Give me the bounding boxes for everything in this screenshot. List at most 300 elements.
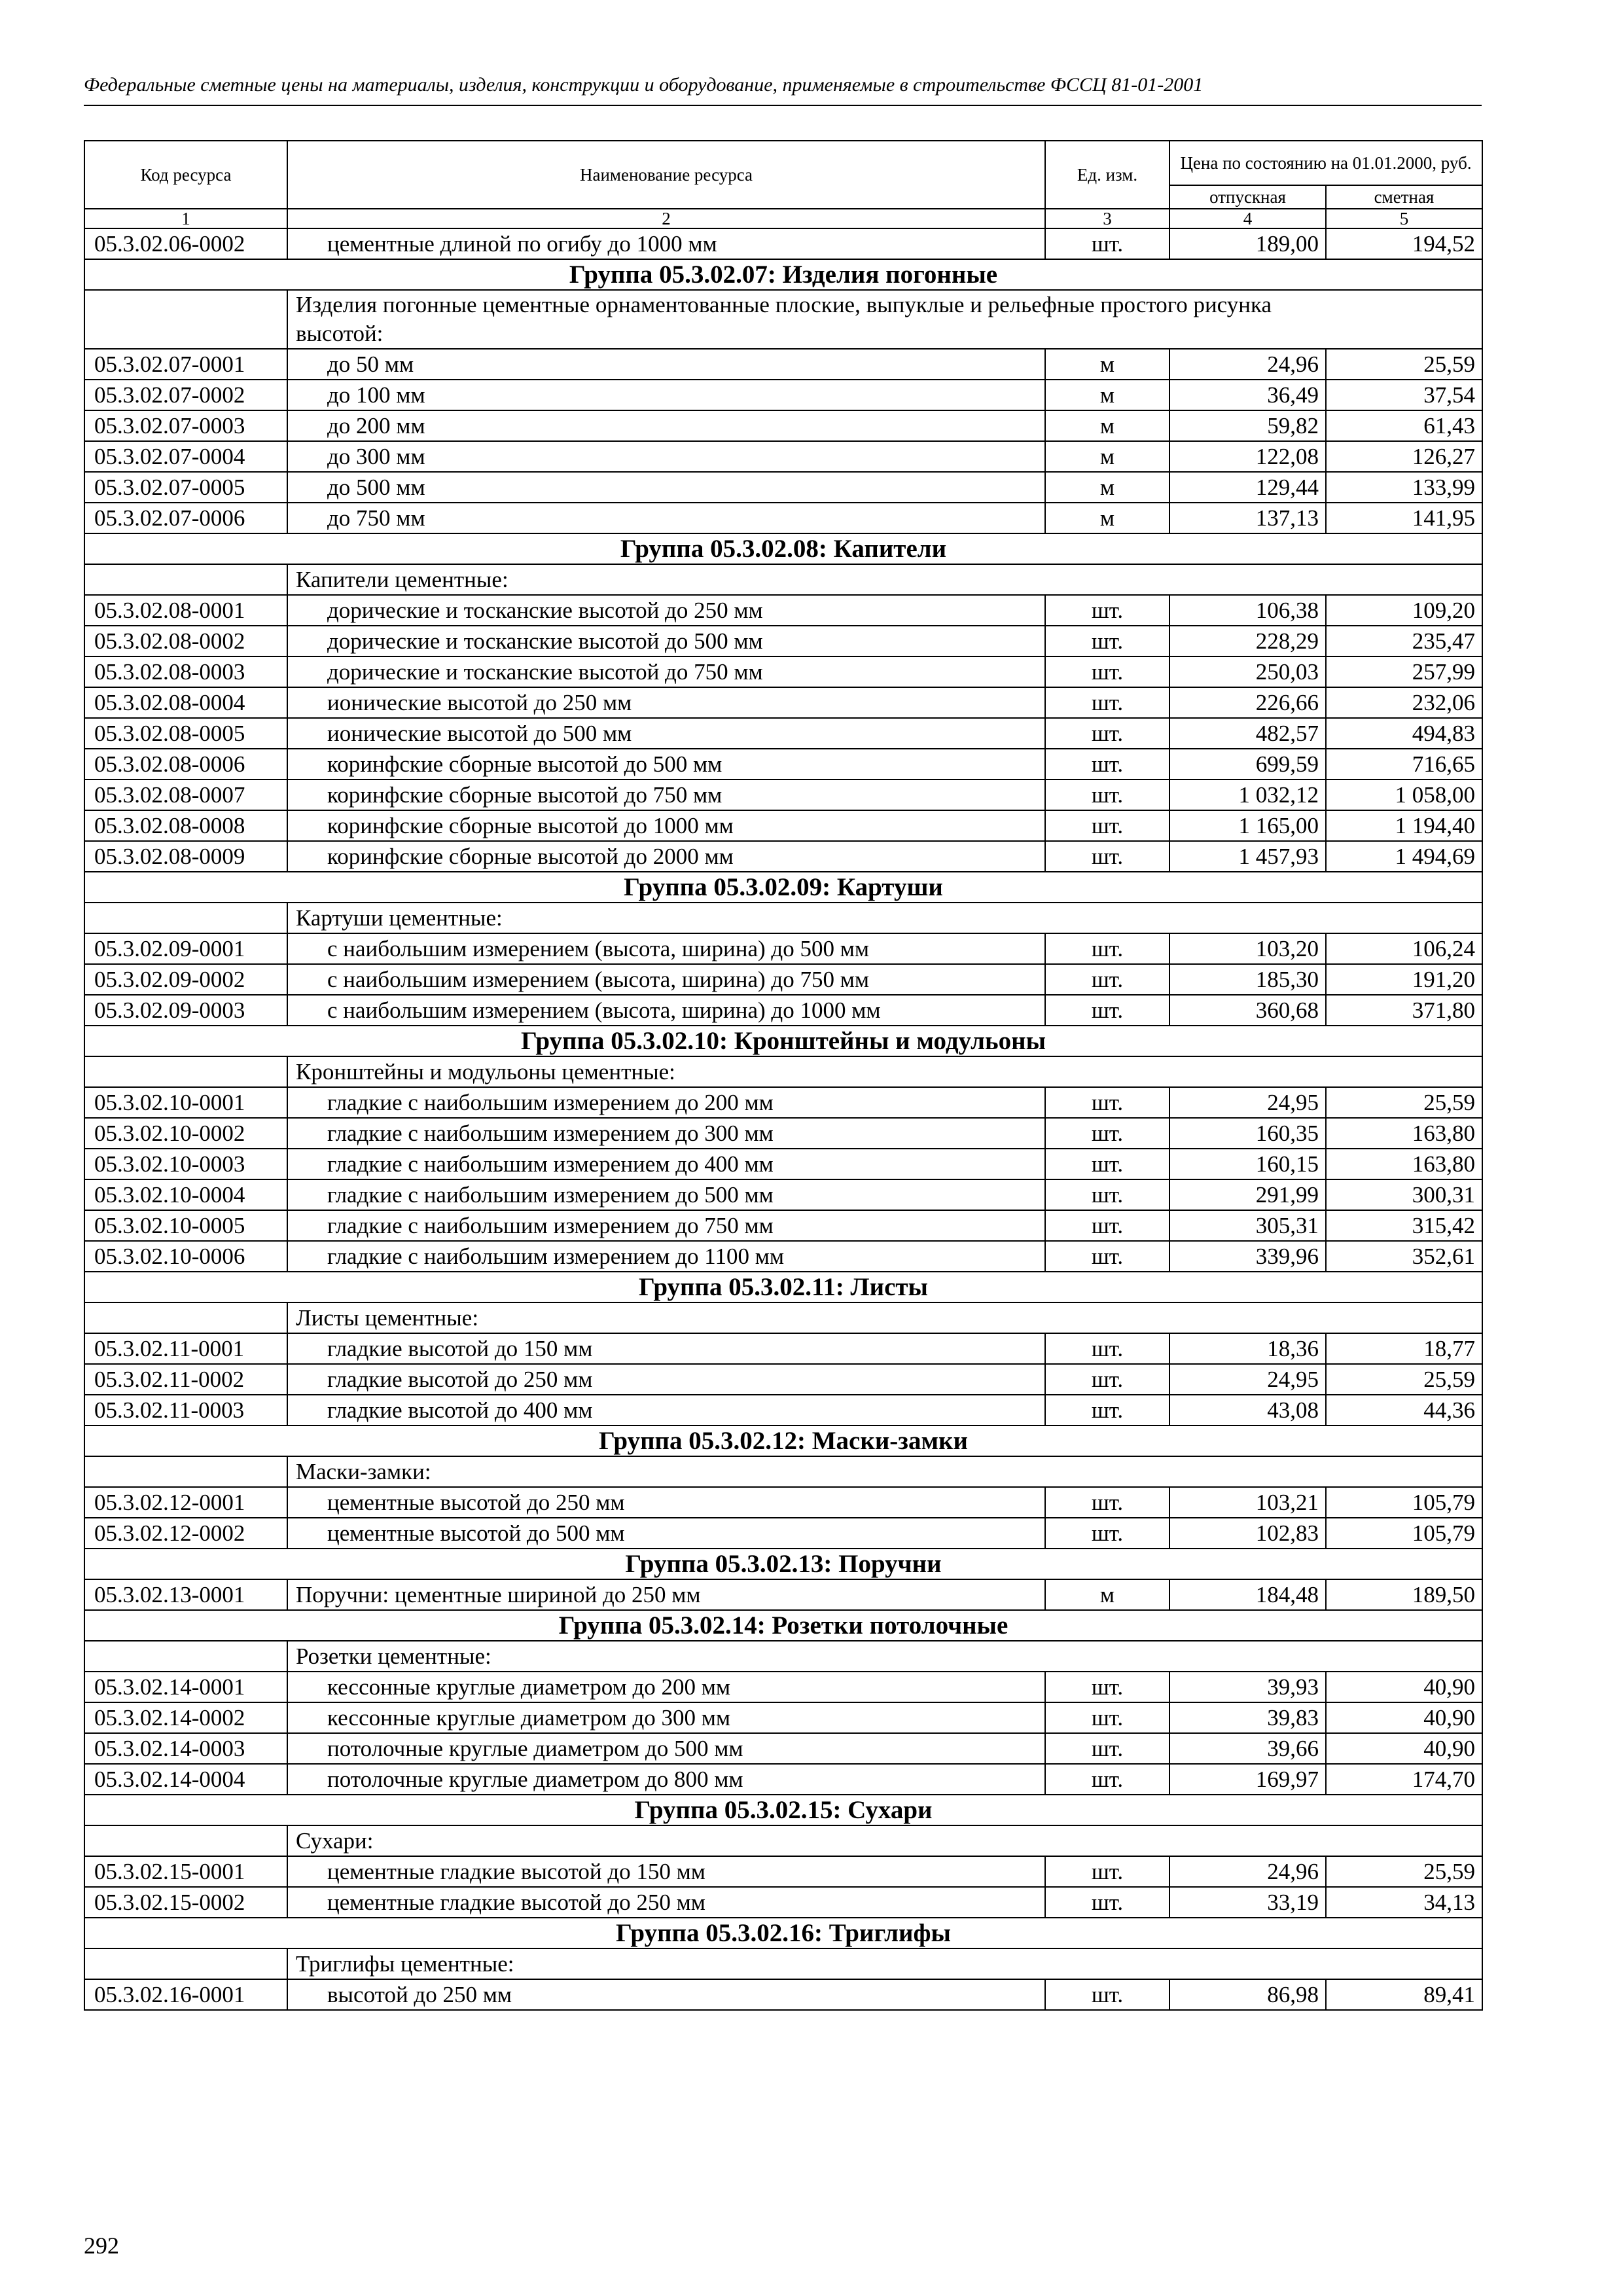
subheader-row [84, 1948, 1482, 1979]
resource-name: гладкие с наибольшим измерением до 200 мм [287, 1087, 1045, 1118]
resource-name: цементные высотой до 250 мм [287, 1487, 1045, 1518]
group-row [84, 1795, 1482, 1825]
resource-unit: шт. [1045, 626, 1169, 656]
subheader-row [84, 1825, 1482, 1856]
subheader-spacer [84, 1302, 287, 1333]
table-row [84, 1333, 1482, 1364]
release-price: 228,29 [1169, 626, 1326, 656]
estimate-price: 315,42 [1326, 1210, 1482, 1241]
resource-name: коринфские сборные высотой до 2000 мм [287, 841, 1045, 872]
resource-unit: шт. [1045, 1179, 1169, 1210]
release-price: 18,36 [1169, 1333, 1326, 1364]
group-title: Группа 05.3.02.09: Картуши [84, 872, 1482, 903]
resource-name: до 500 мм [287, 472, 1045, 503]
resource-name: гладкие с наибольшим измерением до 400 мм [287, 1149, 1045, 1179]
subheader-line: Изделия погонные цементные орнаментованные плоские, выпуклые и рельефные простого рисунка [296, 292, 1272, 317]
subheader-spacer [84, 1641, 287, 1672]
resource-unit: шт. [1045, 749, 1169, 780]
release-price: 86,98 [1169, 1979, 1326, 2010]
subheader-text [287, 903, 1482, 933]
estimate-price: 25,59 [1326, 349, 1482, 380]
estimate-price: 716,65 [1326, 749, 1482, 780]
resource-name: потолочные круглые диаметром до 500 мм [287, 1733, 1045, 1764]
subheader-spacer [84, 290, 287, 349]
resource-unit: м [1045, 410, 1169, 441]
group-title: Группа 05.3.02.16: Триглифы [84, 1918, 1482, 1948]
header-rule [84, 105, 1482, 106]
group-row [84, 533, 1482, 564]
resource-code: 05.3.02.11-0003 [84, 1395, 287, 1426]
column-number: 4 [1169, 209, 1326, 228]
resource-name: цементные гладкие высотой до 150 мм [287, 1856, 1045, 1887]
table-row [84, 1702, 1482, 1733]
resource-unit: шт. [1045, 1733, 1169, 1764]
estimate-price: 105,79 [1326, 1487, 1482, 1518]
table-row [84, 1487, 1482, 1518]
release-price: 129,44 [1169, 472, 1326, 503]
release-price: 226,66 [1169, 687, 1326, 718]
release-price: 291,99 [1169, 1179, 1326, 1210]
release-price: 103,21 [1169, 1487, 1326, 1518]
price-table [84, 140, 1483, 2011]
subheader-text [287, 1056, 1482, 1087]
resource-code: 05.3.02.09-0001 [84, 933, 287, 964]
table-row [84, 1087, 1482, 1118]
resource-unit: шт. [1045, 595, 1169, 626]
group-title: Группа 05.3.02.14: Розетки потолочные [84, 1610, 1482, 1641]
table-row [84, 1518, 1482, 1549]
estimate-price: 174,70 [1326, 1764, 1482, 1795]
estimate-price: 1 058,00 [1326, 780, 1482, 810]
subheader-spacer [84, 1456, 287, 1487]
release-price: 137,13 [1169, 503, 1326, 533]
resource-code: 05.3.02.08-0007 [84, 780, 287, 810]
estimate-price: 18,77 [1326, 1333, 1482, 1364]
resource-unit: шт. [1045, 1241, 1169, 1272]
resource-unit: шт. [1045, 995, 1169, 1026]
resource-name: цементные длиной по огибу до 1000 мм [287, 228, 1045, 259]
resource-code: 05.3.02.07-0004 [84, 441, 287, 472]
table-row [84, 718, 1482, 749]
resource-code: 05.3.02.16-0001 [84, 1979, 287, 2010]
resource-name: цементные высотой до 500 мм [287, 1518, 1045, 1549]
release-price: 160,35 [1169, 1118, 1326, 1149]
estimate-price: 235,47 [1326, 626, 1482, 656]
estimate-price: 25,59 [1326, 1856, 1482, 1887]
table-row [84, 841, 1482, 872]
resource-name: до 50 мм [287, 349, 1045, 380]
group-row [84, 1272, 1482, 1302]
resource-code: 05.3.02.07-0001 [84, 349, 287, 380]
release-price: 1 032,12 [1169, 780, 1326, 810]
group-row [84, 1426, 1482, 1456]
resource-name: до 300 мм [287, 441, 1045, 472]
estimate-price: 232,06 [1326, 687, 1482, 718]
resource-name: до 750 мм [287, 503, 1045, 533]
release-price: 122,08 [1169, 441, 1326, 472]
resource-name: гладкие с наибольшим измерением до 1100 мм [287, 1241, 1045, 1272]
resource-code: 05.3.02.11-0002 [84, 1364, 287, 1395]
group-title: Группа 05.3.02.13: Поручни [84, 1549, 1482, 1579]
release-price: 1 165,00 [1169, 810, 1326, 841]
table-row [84, 995, 1482, 1026]
resource-unit: шт. [1045, 1395, 1169, 1426]
resource-name: коринфские сборные высотой до 1000 мм [287, 810, 1045, 841]
resource-name: ионические высотой до 250 мм [287, 687, 1045, 718]
subheader-row [84, 1302, 1482, 1333]
table-row [84, 349, 1482, 380]
resource-code: 05.3.02.08-0003 [84, 656, 287, 687]
resource-name: с наибольшим измерением (высота, ширина) до 750 мм [287, 964, 1045, 995]
resource-name: коринфские сборные высотой до 500 мм [287, 749, 1045, 780]
release-price: 24,96 [1169, 349, 1326, 380]
subheader-spacer [84, 1825, 287, 1856]
resource-code: 05.3.02.10-0006 [84, 1241, 287, 1272]
estimate-price: 141,95 [1326, 503, 1482, 533]
release-price: 59,82 [1169, 410, 1326, 441]
estimate-price: 34,13 [1326, 1887, 1482, 1918]
resource-unit: шт. [1045, 1149, 1169, 1179]
release-price: 24,95 [1169, 1087, 1326, 1118]
release-price: 39,83 [1169, 1702, 1326, 1733]
resource-name: гладкие с наибольшим измерением до 750 мм [287, 1210, 1045, 1241]
subheader-text [287, 1456, 1482, 1487]
subheader-row [84, 1056, 1482, 1087]
column-number: 2 [287, 209, 1045, 228]
table-row [84, 1395, 1482, 1426]
resource-unit: шт. [1045, 228, 1169, 259]
resource-name: цементные гладкие высотой до 250 мм [287, 1887, 1045, 1918]
resource-unit: шт. [1045, 1333, 1169, 1364]
resource-code: 05.3.02.15-0002 [84, 1887, 287, 1918]
release-price: 360,68 [1169, 995, 1326, 1026]
table-row [84, 410, 1482, 441]
subheader-row [84, 1456, 1482, 1487]
subheader-spacer [84, 903, 287, 933]
resource-unit: шт. [1045, 1887, 1169, 1918]
resource-unit: м [1045, 380, 1169, 410]
resource-code: 05.3.02.08-0005 [84, 718, 287, 749]
resource-code: 05.3.02.14-0003 [84, 1733, 287, 1764]
subheader-text [287, 1948, 1482, 1979]
column-header-estimate-price: сметная [1326, 185, 1482, 209]
resource-unit: м [1045, 349, 1169, 380]
column-number: 5 [1326, 209, 1482, 228]
release-price: 103,20 [1169, 933, 1326, 964]
estimate-price: 163,80 [1326, 1149, 1482, 1179]
release-price: 106,38 [1169, 595, 1326, 626]
resource-unit: шт. [1045, 1979, 1169, 2010]
estimate-price: 126,27 [1326, 441, 1482, 472]
resource-unit: шт. [1045, 841, 1169, 872]
release-price: 1 457,93 [1169, 841, 1326, 872]
table-row [84, 964, 1482, 995]
release-price: 339,96 [1169, 1241, 1326, 1272]
subheader-row [84, 290, 1482, 349]
group-row [84, 1918, 1482, 1948]
subheader-text [287, 564, 1482, 595]
table-row [84, 1241, 1482, 1272]
group-title: Группа 05.3.02.12: Маски-замки [84, 1426, 1482, 1456]
column-header-release-price: отпускная [1169, 185, 1326, 209]
resource-unit: шт. [1045, 1518, 1169, 1549]
resource-unit: шт. [1045, 687, 1169, 718]
resource-name: высотой до 250 мм [287, 1979, 1045, 2010]
resource-code: 05.3.02.08-0002 [84, 626, 287, 656]
page-number: 292 [84, 2233, 119, 2259]
column-header-name: Наименование ресурса [287, 141, 1045, 209]
estimate-price: 25,59 [1326, 1087, 1482, 1118]
estimate-price: 163,80 [1326, 1118, 1482, 1149]
release-price: 39,93 [1169, 1672, 1326, 1702]
estimate-price: 40,90 [1326, 1672, 1482, 1702]
resource-unit: м [1045, 472, 1169, 503]
subheader-line: Листы цементные: [296, 1305, 479, 1331]
resource-name: коринфские сборные высотой до 750 мм [287, 780, 1045, 810]
resource-unit: шт. [1045, 1364, 1169, 1395]
resource-code: 05.3.02.09-0002 [84, 964, 287, 995]
resource-code: 05.3.02.06-0002 [84, 228, 287, 259]
resource-code: 05.3.02.15-0001 [84, 1856, 287, 1887]
table-row [84, 380, 1482, 410]
subheader-line: Триглифы цементные: [296, 1951, 514, 1977]
resource-name: гладкие с наибольшим измерением до 500 мм [287, 1179, 1045, 1210]
resource-code: 05.3.02.07-0002 [84, 380, 287, 410]
resource-name: ионические высотой до 500 мм [287, 718, 1045, 749]
release-price: 169,97 [1169, 1764, 1326, 1795]
subheader-line: Картуши цементные: [296, 905, 503, 931]
estimate-price: 1 194,40 [1326, 810, 1482, 841]
resource-code: 05.3.02.14-0004 [84, 1764, 287, 1795]
group-title: Группа 05.3.02.15: Сухари [84, 1795, 1482, 1825]
subheader-text [287, 1825, 1482, 1856]
resource-code: 05.3.02.08-0001 [84, 595, 287, 626]
resource-name: с наибольшим измерением (высота, ширина) до 500 мм [287, 933, 1045, 964]
subheader-line: Маски-замки: [296, 1459, 431, 1484]
resource-unit: шт. [1045, 964, 1169, 995]
resource-unit: шт. [1045, 1856, 1169, 1887]
resource-name: дорические и тосканские высотой до 750 мм [287, 656, 1045, 687]
table-row [84, 933, 1482, 964]
resource-code: 05.3.02.08-0004 [84, 687, 287, 718]
estimate-price: 1 494,69 [1326, 841, 1482, 872]
estimate-price: 106,24 [1326, 933, 1482, 964]
estimate-price: 194,52 [1326, 228, 1482, 259]
subheader-text [287, 1302, 1482, 1333]
table-row [84, 1364, 1482, 1395]
resource-name: до 200 мм [287, 410, 1045, 441]
table-row [84, 1118, 1482, 1149]
estimate-price: 191,20 [1326, 964, 1482, 995]
estimate-price: 133,99 [1326, 472, 1482, 503]
resource-code: 05.3.02.10-0002 [84, 1118, 287, 1149]
release-price: 43,08 [1169, 1395, 1326, 1426]
column-header-unit: Ед. изм. [1045, 141, 1169, 209]
table-row [84, 1179, 1482, 1210]
table-row [84, 503, 1482, 533]
resource-name: с наибольшим измерением (высота, ширина) до 1000 мм [287, 995, 1045, 1026]
resource-unit: м [1045, 441, 1169, 472]
resource-unit: шт. [1045, 1118, 1169, 1149]
resource-unit: шт. [1045, 1702, 1169, 1733]
table-header [84, 141, 1482, 228]
release-price: 39,66 [1169, 1733, 1326, 1764]
resource-name: дорические и тосканские высотой до 250 мм [287, 595, 1045, 626]
resource-unit: шт. [1045, 1487, 1169, 1518]
estimate-price: 300,31 [1326, 1179, 1482, 1210]
estimate-price: 109,20 [1326, 595, 1482, 626]
resource-name: Поручни: цементные шириной до 250 мм [287, 1579, 1045, 1610]
resource-code: 05.3.02.07-0003 [84, 410, 287, 441]
subheader-row [84, 903, 1482, 933]
resource-name: дорические и тосканские высотой до 500 мм [287, 626, 1045, 656]
estimate-price: 371,80 [1326, 995, 1482, 1026]
release-price: 189,00 [1169, 228, 1326, 259]
group-row [84, 872, 1482, 903]
release-price: 24,96 [1169, 1856, 1326, 1887]
subheader-spacer [84, 1948, 287, 1979]
subheader-text [287, 1641, 1482, 1672]
estimate-price: 37,54 [1326, 380, 1482, 410]
subheader-line: Кронштейны и модульоны цементные: [296, 1059, 675, 1085]
resource-code: 05.3.02.08-0009 [84, 841, 287, 872]
resource-unit: м [1045, 1579, 1169, 1610]
group-row [84, 1026, 1482, 1056]
resource-name: гладкие высотой до 400 мм [287, 1395, 1045, 1426]
table-row [84, 1149, 1482, 1179]
column-header-price: Цена по состоянию на 01.01.2000, руб. [1169, 141, 1482, 185]
group-row [84, 1610, 1482, 1641]
table-row [84, 1764, 1482, 1795]
resource-name: до 100 мм [287, 380, 1045, 410]
release-price: 185,30 [1169, 964, 1326, 995]
column-number: 3 [1045, 209, 1169, 228]
table-row [84, 1672, 1482, 1702]
group-title: Группа 05.3.02.07: Изделия погонные [84, 259, 1482, 290]
subheader-spacer [84, 564, 287, 595]
release-price: 184,48 [1169, 1579, 1326, 1610]
resource-code: 05.3.02.10-0004 [84, 1179, 287, 1210]
resource-unit: шт. [1045, 1210, 1169, 1241]
resource-code: 05.3.02.14-0002 [84, 1702, 287, 1733]
subheader-line: высотой: [296, 321, 383, 346]
resource-name: потолочные круглые диаметром до 800 мм [287, 1764, 1045, 1795]
subheader-text [287, 290, 1482, 349]
column-number-row [84, 209, 1482, 228]
table-row [84, 626, 1482, 656]
estimate-price: 25,59 [1326, 1364, 1482, 1395]
estimate-price: 89,41 [1326, 1979, 1482, 2010]
resource-unit: шт. [1045, 1672, 1169, 1702]
column-header-code: Код ресурса [84, 141, 287, 209]
resource-unit: шт. [1045, 718, 1169, 749]
estimate-price: 40,90 [1326, 1702, 1482, 1733]
resource-code: 05.3.02.11-0001 [84, 1333, 287, 1364]
resource-code: 05.3.02.12-0001 [84, 1487, 287, 1518]
estimate-price: 44,36 [1326, 1395, 1482, 1426]
subheader-line: Розетки цементные: [296, 1643, 491, 1669]
subheader-spacer [84, 1056, 287, 1087]
resource-name: гладкие высотой до 250 мм [287, 1364, 1045, 1395]
resource-code: 05.3.02.14-0001 [84, 1672, 287, 1702]
group-title: Группа 05.3.02.08: Капители [84, 533, 1482, 564]
resource-code: 05.3.02.13-0001 [84, 1579, 287, 1610]
resource-name: гладкие высотой до 150 мм [287, 1333, 1045, 1364]
subheader-row [84, 1641, 1482, 1672]
resource-code: 05.3.02.08-0008 [84, 810, 287, 841]
resource-code: 05.3.02.07-0005 [84, 472, 287, 503]
table-row [84, 441, 1482, 472]
table-row [84, 749, 1482, 780]
column-number: 1 [84, 209, 287, 228]
estimate-price: 257,99 [1326, 656, 1482, 687]
table-row [84, 1733, 1482, 1764]
group-title: Группа 05.3.02.11: Листы [84, 1272, 1482, 1302]
subheader-row [84, 564, 1482, 595]
table-row [84, 780, 1482, 810]
subheader-line: Капители цементные: [296, 567, 508, 592]
table-body [84, 228, 1482, 2010]
table-row [84, 1887, 1482, 1918]
release-price: 24,95 [1169, 1364, 1326, 1395]
resource-code: 05.3.02.08-0006 [84, 749, 287, 780]
estimate-price: 189,50 [1326, 1579, 1482, 1610]
release-price: 250,03 [1169, 656, 1326, 687]
estimate-price: 494,83 [1326, 718, 1482, 749]
resource-name: кессонные круглые диаметром до 300 мм [287, 1702, 1045, 1733]
estimate-price: 352,61 [1326, 1241, 1482, 1272]
resource-unit: шт. [1045, 1764, 1169, 1795]
release-price: 482,57 [1169, 718, 1326, 749]
resource-unit: шт. [1045, 656, 1169, 687]
resource-code: 05.3.02.07-0006 [84, 503, 287, 533]
resource-unit: шт. [1045, 810, 1169, 841]
resource-unit: шт. [1045, 1087, 1169, 1118]
table-row [84, 472, 1482, 503]
resource-unit: шт. [1045, 780, 1169, 810]
resource-name: гладкие с наибольшим измерением до 300 мм [287, 1118, 1045, 1149]
resource-unit: м [1045, 503, 1169, 533]
table-row [84, 1579, 1482, 1610]
release-price: 36,49 [1169, 380, 1326, 410]
table-row [84, 228, 1482, 259]
table-row [84, 1856, 1482, 1887]
resource-code: 05.3.02.10-0001 [84, 1087, 287, 1118]
release-price: 699,59 [1169, 749, 1326, 780]
table-row [84, 656, 1482, 687]
group-row [84, 1549, 1482, 1579]
resource-name: кессонные круглые диаметром до 200 мм [287, 1672, 1045, 1702]
estimate-price: 105,79 [1326, 1518, 1482, 1549]
release-price: 102,83 [1169, 1518, 1326, 1549]
table-row [84, 595, 1482, 626]
table-row [84, 687, 1482, 718]
running-header: Федеральные сметные цены на материалы, изделия, конструкции и оборудование, применяемые в строительстве ФССЦ 81-01-2001 [84, 74, 1204, 96]
estimate-price: 40,90 [1326, 1733, 1482, 1764]
resource-unit: шт. [1045, 933, 1169, 964]
table-row [84, 810, 1482, 841]
table-row [84, 1210, 1482, 1241]
subheader-line: Сухари: [296, 1828, 374, 1854]
release-price: 33,19 [1169, 1887, 1326, 1918]
resource-code: 05.3.02.12-0002 [84, 1518, 287, 1549]
group-row [84, 259, 1482, 290]
resource-code: 05.3.02.10-0005 [84, 1210, 287, 1241]
release-price: 305,31 [1169, 1210, 1326, 1241]
table-row [84, 1979, 1482, 2010]
resource-code: 05.3.02.09-0003 [84, 995, 287, 1026]
group-title: Группа 05.3.02.10: Кронштейны и модульоны [84, 1026, 1482, 1056]
